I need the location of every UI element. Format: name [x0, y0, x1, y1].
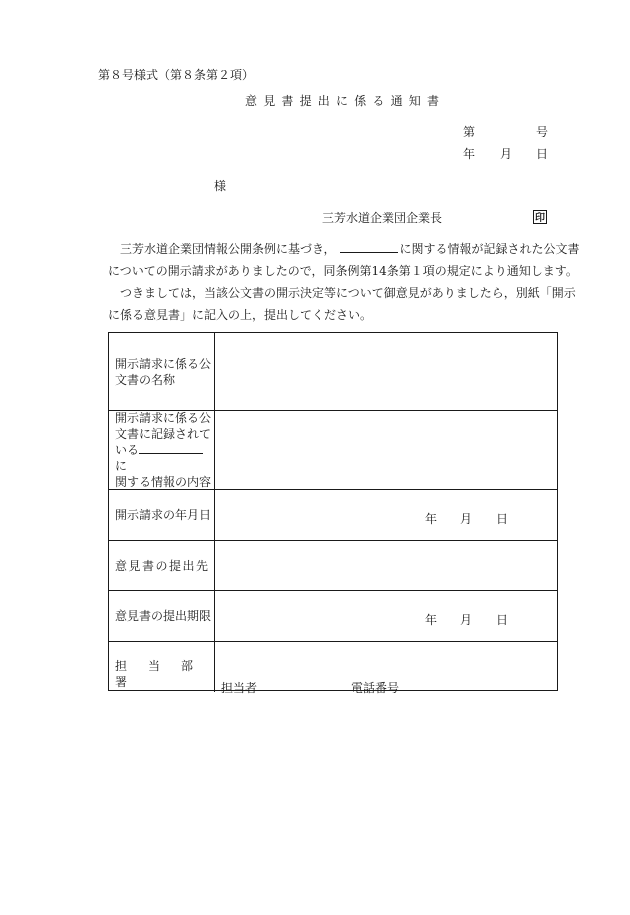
label-department: [109, 642, 215, 692]
deadline-month: 月: [460, 613, 473, 627]
content-blank-line: [139, 442, 203, 454]
label-line: 意見書の提出期限: [115, 609, 212, 623]
label-line: [115, 442, 214, 474]
request-paragraph: [108, 282, 576, 326]
issue-date-day: 日: [536, 147, 549, 161]
issue-date-month: 月: [500, 147, 513, 161]
label-line: 文書の名称: [115, 372, 176, 387]
paragraph-line: に係る意見書」に記入の上，提出してください。: [108, 308, 373, 322]
label-line: 開示請求に係る公: [115, 411, 212, 425]
value-department: [215, 642, 557, 695]
seal-frame: [533, 210, 547, 224]
table-row-request-date: [109, 490, 557, 541]
issue-date-year: 年: [463, 147, 476, 161]
value-deadline: [215, 591, 557, 641]
deadline-year: 年: [425, 613, 438, 627]
label-line: 担当部署: [115, 659, 215, 689]
para1-text-a: 三芳水道企業団情報公開条例に基づき，: [120, 242, 336, 256]
seal-icon: [533, 210, 547, 226]
document-number-suffix: 号: [536, 125, 549, 139]
document-title: 意見書提出に係る通知書: [245, 94, 446, 108]
label-line: 開示請求の年月日: [115, 508, 212, 522]
label-info-content: [109, 411, 215, 489]
phone-label: 電話番号: [351, 681, 400, 695]
table-row-department: [109, 642, 557, 695]
label-submit-to: [109, 541, 215, 590]
value-info-content: [215, 411, 557, 489]
label-line: 開示請求に係る公: [115, 356, 212, 371]
info-blank-line: [340, 242, 398, 253]
label-line: 意見書の提出先: [115, 558, 210, 573]
request-date-day: 日: [496, 512, 509, 526]
table-row-document-name: [109, 333, 557, 411]
form-number: 第８号様式（第８条第２項）: [98, 68, 255, 82]
seal-text: 印: [535, 213, 545, 224]
sender-name: 三芳水道企業団企業長: [322, 211, 443, 225]
document-number-prefix: 第: [463, 125, 476, 139]
value-document-name: [215, 333, 557, 410]
paragraph-line: つきましては，当該公文書の開示決定等について御意見がありましたら，別紙「開示: [120, 286, 576, 300]
label-deadline: [109, 591, 215, 641]
notice-paragraph: [108, 238, 580, 282]
paragraph-line: [108, 238, 580, 260]
para1-text-b: に関する情報が記録された公文書: [399, 242, 580, 256]
label-text: いる: [115, 443, 140, 457]
table-row-deadline: [109, 591, 557, 642]
request-date-year: 年: [425, 512, 438, 526]
deadline-day: 日: [496, 613, 509, 627]
label-line: 関する情報の内容: [115, 475, 212, 489]
addressee-honorific: 様: [214, 179, 227, 193]
value-submit-to: [215, 541, 557, 590]
table-row-info-content: [109, 411, 557, 490]
label-document-name: [109, 333, 215, 410]
label-request-date: [109, 490, 215, 540]
info-table: [108, 332, 558, 695]
table-row-submit-to: [109, 541, 557, 591]
staff-label: 担当者: [221, 681, 258, 695]
request-date-month: 月: [460, 512, 473, 526]
label-text: に: [115, 459, 128, 473]
label-line: 文書に記録されて: [115, 427, 212, 441]
paragraph-line: についての開示請求がありましたので，同条例第14条第１項の規定により通知します。: [108, 264, 578, 278]
value-request-date: [215, 490, 557, 540]
